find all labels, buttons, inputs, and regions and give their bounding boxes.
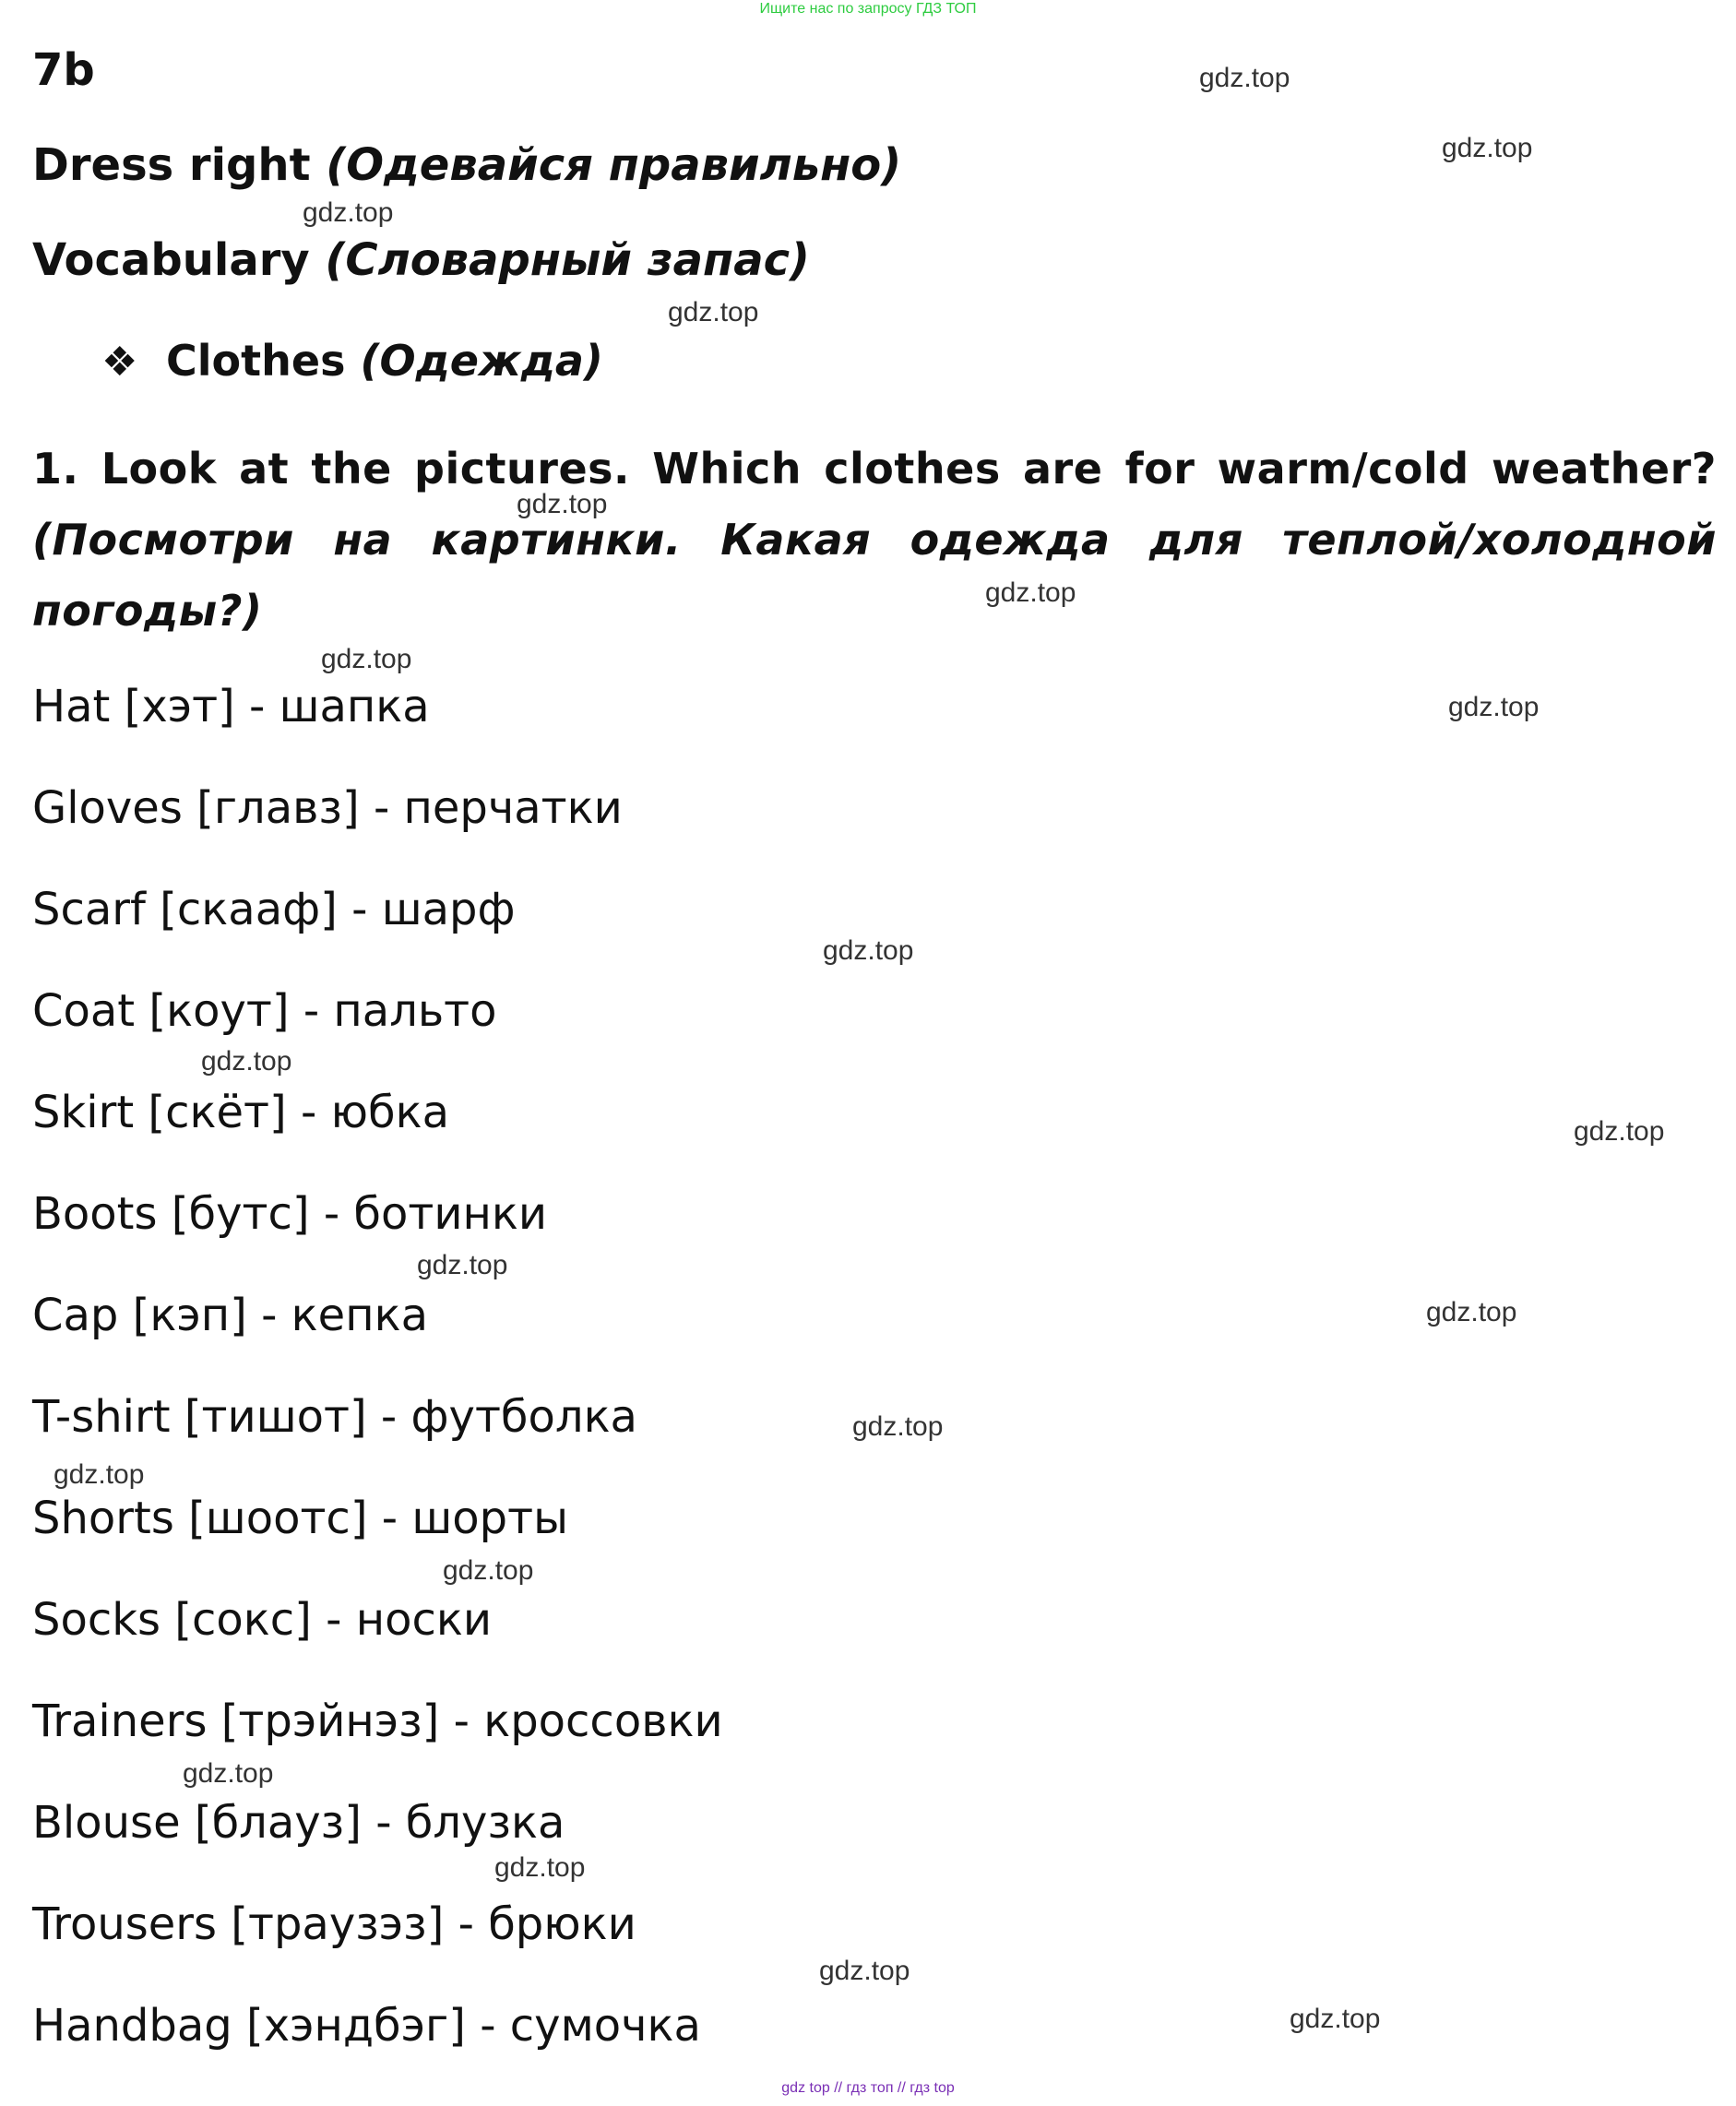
task-instruction-ru: (Посмотри на картинки. Какая одежда для теплой/холодной погоды?): [32, 515, 1717, 636]
watermark: gdz.top: [819, 1956, 910, 1986]
vocab-item-coat: Coat [коут] - пальто: [32, 985, 497, 1037]
clothes-heading-ru: (Одежда): [360, 336, 603, 386]
diamond-bullet-icon: ❖: [101, 339, 138, 386]
watermark: gdz.top: [303, 197, 394, 228]
vocab-item-scarf: Scarf [скааф] - шарф: [32, 884, 516, 935]
watermark: gdz.top: [321, 644, 412, 674]
vocab-item-skirt: Skirt [скёт] - юбка: [32, 1087, 449, 1138]
vocab-item-blouse: Blouse [блауз] - блузка: [32, 1797, 565, 1849]
vocab-item-boots: Boots [бутс] - ботинки: [32, 1188, 548, 1240]
vocab-item-trainers: Trainers [трэйнэз] - кроссовки: [32, 1696, 723, 1747]
vocabulary-title-ru: (Словарный запас): [325, 234, 810, 286]
lesson-title-ru: (Одевайся правильно): [326, 139, 902, 191]
clothes-heading-en: Clothes: [166, 336, 346, 386]
clothes-heading: [101, 336, 603, 386]
watermark: gdz.top: [852, 1411, 944, 1442]
watermark: gdz.top: [1199, 63, 1290, 93]
bottom-banner: gdz top // гдз топ // гдз top: [781, 2080, 955, 2096]
vocab-item-hat: Hat [хэт] - шапка: [32, 681, 430, 732]
lesson-title: [32, 139, 901, 191]
watermark: gdz.top: [1290, 2004, 1381, 2034]
vocab-item-gloves: Gloves [главз] - перчатки: [32, 782, 623, 834]
watermark: gdz.top: [54, 1459, 145, 1490]
vocabulary-title: [32, 234, 810, 286]
top-banner: Ищите нас по запросу ГДЗ ТОП: [759, 1, 977, 17]
task-instruction: [32, 434, 1717, 647]
watermark: gdz.top: [985, 577, 1076, 608]
watermark: gdz.top: [668, 297, 759, 327]
watermark: gdz.top: [494, 1852, 586, 1883]
watermark: gdz.top: [1448, 692, 1540, 722]
watermark: gdz.top: [443, 1555, 534, 1586]
watermark: gdz.top: [1442, 133, 1533, 163]
vocab-item-tshirt: T-shirt [тишот] - футболка: [32, 1391, 637, 1443]
watermark: gdz.top: [1574, 1116, 1665, 1147]
watermark: gdz.top: [1426, 1297, 1517, 1327]
vocab-item-trousers: Trousers [траузэз] - брюки: [32, 1898, 636, 1950]
watermark: gdz.top: [183, 1758, 274, 1789]
task-instruction-en: 1. Look at the pictures. Which clothes are for warm/cold weather?: [32, 444, 1717, 494]
watermark: gdz.top: [517, 489, 608, 519]
vocab-item-socks: Socks [сокс] - носки: [32, 1594, 493, 1646]
vocab-item-shorts: Shorts [шоотс] - шорты: [32, 1493, 568, 1544]
vocab-item-handbag: Handbag [хэндбэг] - сумочка: [32, 2000, 701, 2052]
watermark: gdz.top: [417, 1250, 508, 1280]
section-label: 7b: [32, 44, 95, 96]
watermark: gdz.top: [823, 935, 914, 966]
watermark: gdz.top: [201, 1046, 292, 1077]
vocabulary-title-en: Vocabulary: [32, 234, 310, 286]
lesson-title-en: Dress right: [32, 139, 311, 191]
vocab-item-cap: Cap [кэп] - кепка: [32, 1290, 428, 1341]
